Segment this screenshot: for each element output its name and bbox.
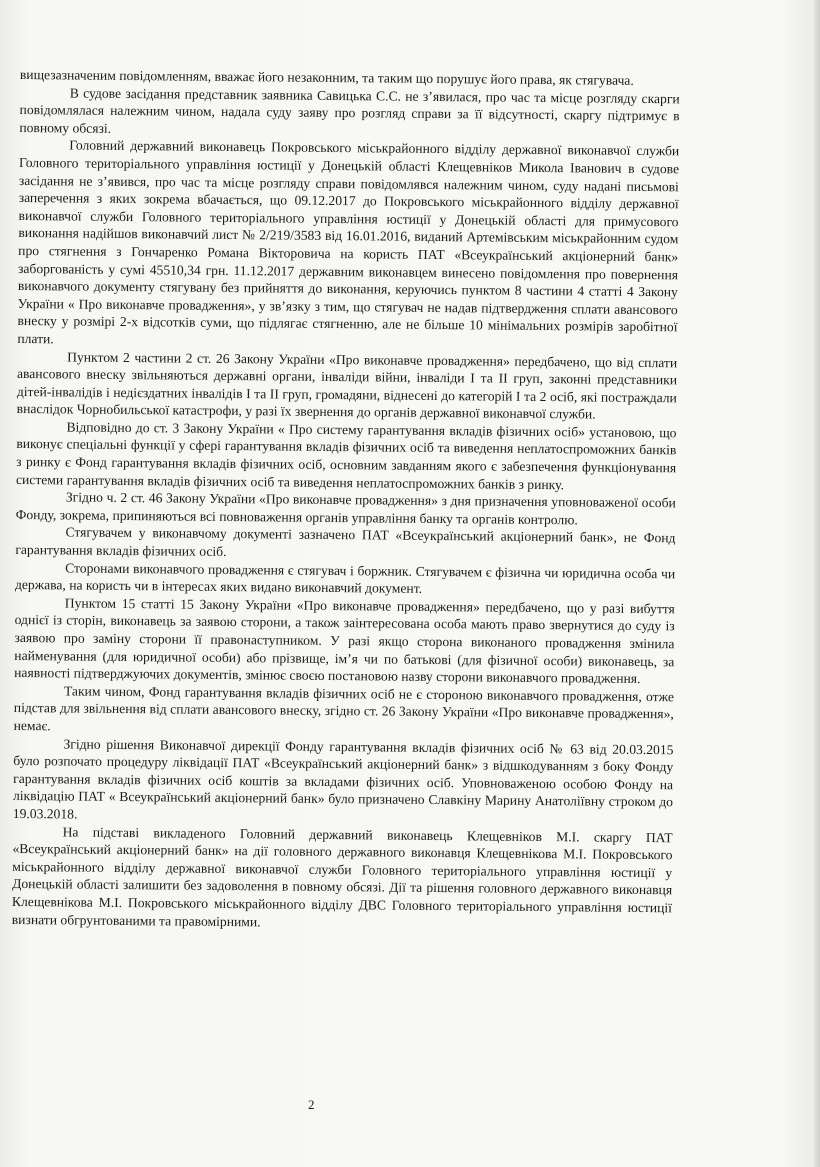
paragraph-9: Пунктом 15 статті 15 Закону України «Про виконавче провадження» передбачено, що у разі вибуття однієї із сторін, виконавець за заявою сторони, а також заінтересована особа мають право звернутися до суду із заявою про заміну сторони її правонаступником. У разі якщо сторона виконаного провадження змінила найменування (для юридичної особи) або прізвище, ім’я чи по батькові (для фізичної особи) виконавець, за наявності підтверджуючих документів, змінює своєю постановою назву сторони виконавчого провадження.	[14, 595, 675, 687]
paragraph-5: Відповідно до ст. 3 Закону України « Про систему гарантування вкладів фізичних осіб» установою, що виконує спеціальні функції у сфері гарантування вкладів фізичних осіб та виведення неплатоспроможних банків з ринку є Фонд гарантування вкладів фізичних осіб, основним завданням якого є забезпечення функціонування системи гарантування вкладів фізичних осіб та виведення неплатоспроможних банків з ринку.	[15, 419, 677, 492]
paragraph-10: Таким чином, Фонд гарантування вкладів фізичних осіб не є стороною виконавчого провадження, отже підстав для звільнення від сплати авансового внеску, згідно ст. 26 Закону України «Про виконавче провадження», немає.	[13, 683, 675, 734]
paragraph-1: вищезазначеним повідомленням, вважає його незаконним, та таким що порушує його права, як стягувача.	[19, 66, 634, 88]
paragraph-6: Згідно ч. 2 ст. 46 Закону України «Про виконавче провадження» з дня призначення уповноваженої особи Фонду, зокрема, припиняються всі повноваження органів управління банку та органів контролю.	[15, 489, 676, 528]
paragraph-7: Стягувачем у виконавчому документі зазначено ПАТ «Всеукраїнський акціонерний банк», не Фонд гарантування вкладів фізичних осіб.	[15, 524, 676, 560]
paragraph-2: В судове засідання представник заявника Савицька С.С. не з’явилася, про час та місце розгляду скарги повідомлялася належним чином, надала суду заяву про розгляд справи за її відсутності, скаргу підтримує в повному обсязі.	[19, 85, 680, 136]
paragraph-8: Сторонами виконавчого провадження є стягувач і боржник. Стягувачем є фізична чи юридична особа чи держава, на користь чи в інтересах яких видано виконавчий документ.	[14, 560, 676, 597]
document-body	[12, 66, 680, 934]
page-number: 2	[308, 1097, 315, 1112]
paragraph-12: На підставі викладеного Головний державний виконавець Клещевніков М.І. скаргу ПАТ «Всеукраїнський акціонерний банк» на дії головного державного виконавця Клещевнікова М.І. Покровського міськрайонного відділу державної виконавчої служби Головного територіального управління юстиції у Донецькій області залишити без задоволення в повному обсязі. Дії та рішення головного державного виконавця Клещевнікова М.І. Покровського міськрайонного відділу ДВС Головного територіального управління юстиції визнати обгрунтованими та правомірними.	[11, 823, 673, 929]
paragraph-3: Головний державний виконавець Покровського міськрайонного відділу державної виконавчої служби Головного територіального управління юстиції у Донецькій області Клещевніков Микола Іванович в судове засідання не з’явився, про час та місце розгляду справи повідомлявся належним чином, суду надані письмові заперечення з яких зокрема вбачається, що 09.12.2017 до Покровського міськрайонного відділу державної виконавчої служби Головного територіального управління юстиції у Донецькій області для примусового виконання надійшов виконавчий лист № 2/219/3583 від 16.01.2016, виданий Артемівським міськрайонним судом про стягнення з Гончаренко Романа Вікторовича на користь ПАТ «Всеукраїнський акціонерний банк» заборгованість у сумі 45510,34 грн. 11.12.2017 державним виконавцем винесено повідомлення про повернення виконавчого документу стягувану без прийняття до виконання, керуючись пунктом 8 частини 4 статті 4 Закону України « Про виконавче провадження», у зв’язку з тим, що стягувач не надав підтвердження сплати авансового внеску у розмірі 2-х відсотків суми, що підлягає стягненню, але не більше 10 мінімальних розмірів заробітної плати.	[17, 137, 680, 347]
paragraph-11: Згідно рішення Виконавчої дирекції Фонду гарантування вкладів фізичних осіб № 63 від 20.03.2015 було розпочато процедуру ліквідації ПАТ «Всеукраїнський акціонерний банк» з відшкодуванням з боку Фонду гарантування вкладів фізичних осіб коштів за вкладами фізичних осіб. Уповноваженою особою Фонду на ліквідацію ПАТ « Всеукраїнський акціонерний банк» було призначено Славкіну Марину Анатоліївну строком до 19.03.2018.	[12, 736, 674, 822]
paragraph-4: Пунктом 2 частини 2 ст. 26 Закону України «Про виконавче провадження» передбачено, що від сплати авансового внеску звільняються державні органи, інваліди війни, інваліди І та ІІ груп, законні представники дітей-інвалідів і недієздатних інвалідів І та ІІ груп, громадяни, віднесені до категорій І та 2 осіб, які постраждали внаслідок Чорнобильської катастрофи, у разі їх звернення до органів державної виконавчої служби.	[16, 348, 678, 422]
scan-edge	[814, 0, 820, 1167]
